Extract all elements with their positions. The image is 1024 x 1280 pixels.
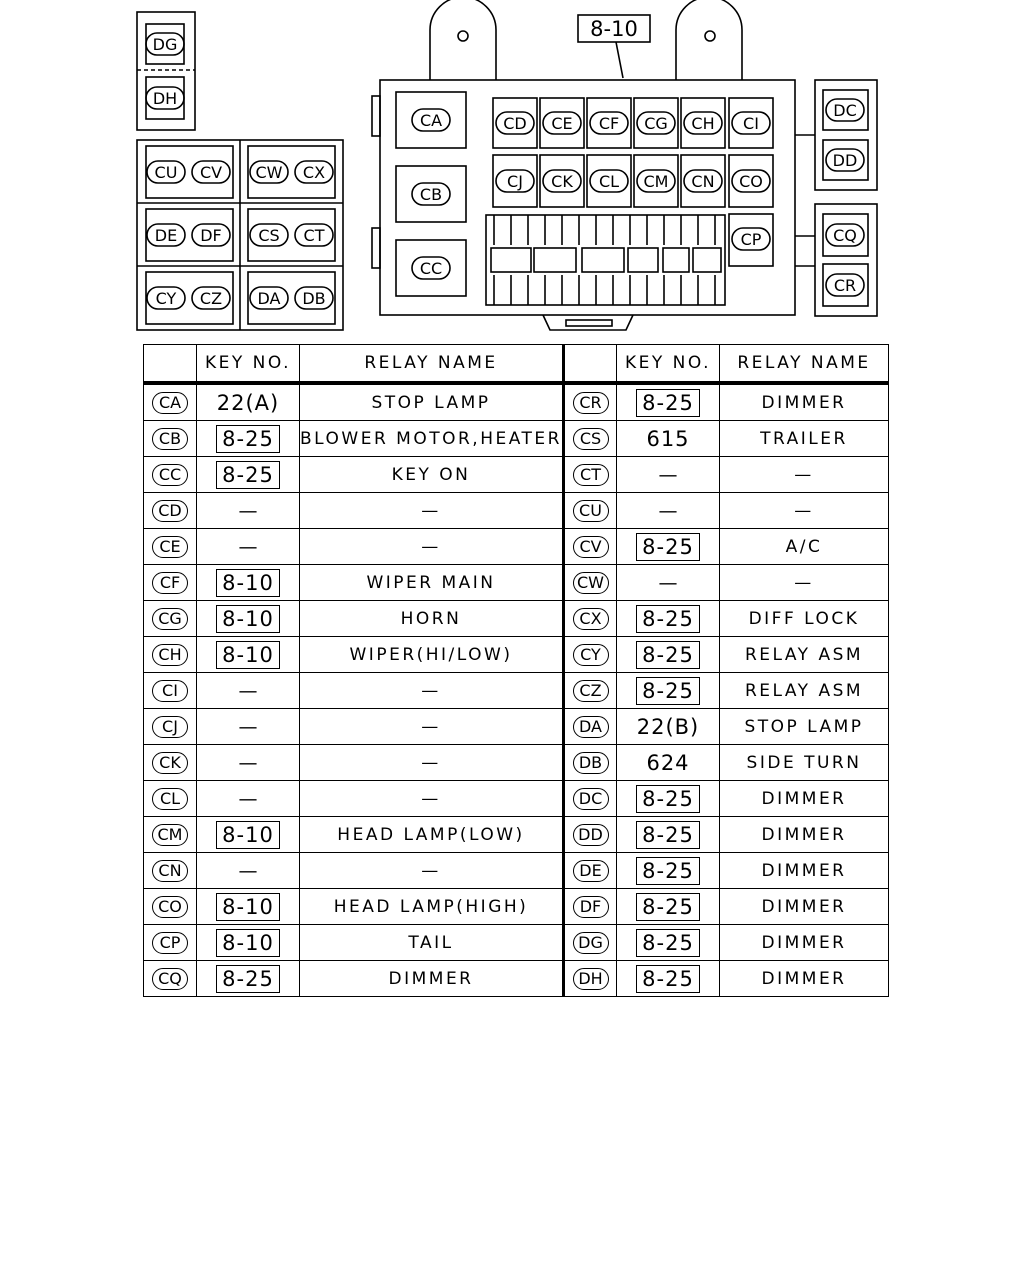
key-no-boxed: 8-25 — [216, 965, 280, 993]
callout-label: 8-10 — [590, 17, 638, 41]
relay-id-cell — [564, 961, 617, 997]
relay-cs-label: CS — [258, 226, 280, 245]
relay-cm-label: CM — [643, 172, 669, 191]
relay-id-cell — [144, 421, 197, 457]
relay-id-tag: CR — [573, 392, 609, 414]
table-body — [144, 383, 889, 997]
relay-ce-label: CE — [551, 114, 573, 133]
relay-id-tag: CU — [573, 500, 609, 522]
relay-id-tag: CG — [152, 608, 188, 630]
relay-id-cell — [564, 601, 617, 637]
key-no-cell — [197, 709, 300, 745]
relay-id-cell — [144, 457, 197, 493]
key-no-boxed: 8-25 — [636, 965, 700, 993]
relay-cf-label: CF — [598, 114, 620, 133]
relay-id-tag: CM — [152, 824, 188, 846]
relay-id-cell — [144, 853, 197, 889]
bottom-latch — [543, 315, 633, 330]
key-no-boxed: 8-25 — [636, 785, 700, 813]
relay-id-tag: CK — [152, 752, 188, 774]
key-no-cell — [197, 529, 300, 565]
relay-id-cell — [144, 637, 197, 673]
key-no-text: 22(B) — [636, 714, 700, 739]
fuse-cartridge-3 — [628, 248, 658, 272]
table-row — [144, 925, 889, 961]
key-no-text: — — [238, 499, 258, 522]
relay-dh-label: DH — [152, 89, 178, 108]
table-row — [144, 961, 889, 997]
relay-id-cell — [564, 853, 617, 889]
relay-id-tag: CQ — [152, 968, 188, 990]
relay-id-cell — [564, 673, 617, 709]
relay-cr-label: CR — [833, 276, 857, 295]
relay-name-cell: KEY ON — [300, 457, 564, 493]
relay-id-cell — [144, 817, 197, 853]
relay-id-tag: CC — [152, 464, 188, 486]
key-no-boxed: 8-25 — [636, 641, 700, 669]
relay-name-cell: HEAD LAMP(LOW) — [300, 817, 564, 853]
main-block-tab-2 — [372, 228, 380, 268]
table-row — [144, 889, 889, 925]
relay-ct-label: CT — [303, 226, 325, 245]
key-no-cell — [617, 889, 720, 925]
header-key-no-right: KEY NO. — [617, 345, 720, 384]
relay-id-cell — [564, 529, 617, 565]
relay-id-tag: CF — [152, 572, 188, 594]
relay-id-tag: CT — [573, 464, 609, 486]
relay-cc-label: CC — [419, 259, 443, 278]
fuse-cartridge-0 — [491, 248, 531, 272]
key-no-cell — [197, 421, 300, 457]
fuse-cartridge-5 — [693, 248, 721, 272]
relay-name-cell: HORN — [300, 601, 564, 637]
relay-cb-label: CB — [419, 185, 443, 204]
relay-name-cell: A/C — [720, 529, 889, 565]
key-no-cell — [197, 781, 300, 817]
key-no-boxed: 8-25 — [636, 677, 700, 705]
relay-cu-label: CU — [154, 163, 178, 182]
fuse-cartridge-2 — [582, 248, 624, 272]
relay-dg-label: DG — [152, 35, 178, 54]
key-no-cell — [617, 493, 720, 529]
relay-id-tag: DE — [573, 860, 609, 882]
table-row — [144, 493, 889, 529]
key-no-text: — — [238, 535, 258, 558]
relay-id-tag: CJ — [152, 716, 188, 738]
mount-ear-right — [676, 0, 742, 80]
key-no-cell — [197, 745, 300, 781]
key-no-text: — — [658, 463, 678, 486]
relay-id-cell — [564, 383, 617, 421]
relay-id-cell — [144, 925, 197, 961]
relay-id-cell — [144, 961, 197, 997]
relay-name-cell: DIMMER — [720, 925, 889, 961]
key-no-cell — [617, 421, 720, 457]
relay-name-cell: — — [720, 457, 889, 493]
key-no-boxed: 8-25 — [636, 929, 700, 957]
relay-id-cell — [144, 529, 197, 565]
key-no-text: 624 — [646, 750, 690, 775]
relay-id-tag: CI — [152, 680, 188, 702]
relay-cd-label: CD — [503, 114, 527, 133]
relay-dc-label: DC — [833, 101, 857, 120]
relay-id-cell — [144, 601, 197, 637]
relay-ci-label: CI — [743, 114, 759, 133]
key-no-boxed: 8-10 — [216, 569, 280, 597]
relay-cp-label: CP — [740, 230, 762, 249]
mount-ear-left — [430, 0, 496, 80]
relay-cx-label: CX — [302, 163, 326, 182]
relay-name-cell: — — [300, 781, 564, 817]
table-row — [144, 421, 889, 457]
relay-id-tag: DC — [573, 788, 609, 810]
relay-name-cell: DIMMER — [720, 853, 889, 889]
table-row — [144, 853, 889, 889]
relay-cy-label: CY — [155, 289, 177, 308]
key-no-text: 22(A) — [216, 390, 280, 415]
relay-name-cell: SIDE TURN — [720, 745, 889, 781]
relay-name-cell: DIMMER — [720, 961, 889, 997]
relay-id-tag: CO — [152, 896, 188, 918]
relay-id-tag: CD — [152, 500, 188, 522]
key-no-boxed: 8-10 — [216, 821, 280, 849]
key-no-cell — [197, 457, 300, 493]
relay-name-cell: TAIL — [300, 925, 564, 961]
relay-id-tag: CW — [573, 572, 609, 594]
relay-id-tag: DA — [573, 716, 609, 738]
relay-id-tag: CY — [573, 644, 609, 666]
relay-co-label: CO — [739, 172, 763, 191]
relay-id-tag: CB — [152, 428, 188, 450]
relay-name-cell: DIMMER — [720, 889, 889, 925]
relay-name-cell: — — [300, 529, 564, 565]
fuse-cartridge-1 — [534, 248, 576, 272]
key-no-text: — — [238, 751, 258, 774]
relay-id-cell — [144, 781, 197, 817]
relay-id-cell — [564, 637, 617, 673]
relay-cg-label: CG — [644, 114, 668, 133]
key-no-cell — [617, 925, 720, 961]
relay-name-cell: BLOWER MOTOR,HEATER — [300, 421, 564, 457]
relay-id-cell — [144, 565, 197, 601]
relay-layout-diagram — [0, 0, 1024, 340]
relay-id-tag: CA — [152, 392, 188, 414]
key-no-cell — [197, 565, 300, 601]
relay-id-cell — [564, 781, 617, 817]
relay-de-label: DE — [154, 226, 178, 245]
key-no-cell — [617, 637, 720, 673]
relay-id-cell — [144, 383, 197, 421]
relay-cw-label: CW — [255, 163, 283, 182]
key-no-boxed: 8-25 — [636, 857, 700, 885]
relay-ch-label: CH — [691, 114, 715, 133]
table-row — [144, 601, 889, 637]
relay-name-cell: DIMMER — [720, 817, 889, 853]
key-no-cell — [617, 709, 720, 745]
relay-name-cell: DIMMER — [720, 383, 889, 421]
relay-name-cell: DIMMER — [720, 781, 889, 817]
key-no-text: — — [238, 859, 258, 882]
key-no-cell — [197, 889, 300, 925]
relay-id-tag: CV — [573, 536, 609, 558]
key-no-cell — [617, 781, 720, 817]
relay-name-cell: DIFF LOCK — [720, 601, 889, 637]
relay-name-cell: RELAY ASM — [720, 673, 889, 709]
key-no-cell — [617, 383, 720, 421]
table-row — [144, 817, 889, 853]
main-block-tab-1 — [372, 96, 380, 136]
key-no-cell — [617, 457, 720, 493]
relay-id-cell — [564, 889, 617, 925]
relay-id-tag: CN — [152, 860, 188, 882]
relay-name-cell: — — [300, 745, 564, 781]
key-no-cell — [197, 637, 300, 673]
key-no-cell — [197, 383, 300, 421]
table-row — [144, 709, 889, 745]
relay-cv-label: CV — [199, 163, 223, 182]
relay-cl-label: CL — [598, 172, 620, 191]
relay-id-cell — [144, 493, 197, 529]
relay-name-cell: WIPER MAIN — [300, 565, 564, 601]
table-row — [144, 637, 889, 673]
relay-id-cell — [564, 745, 617, 781]
relay-id-tag: DD — [573, 824, 609, 846]
relay-name-cell: RELAY ASM — [720, 637, 889, 673]
relay-name-cell: — — [300, 493, 564, 529]
key-no-text: — — [238, 679, 258, 702]
key-no-cell — [197, 853, 300, 889]
relay-id-cell — [144, 889, 197, 925]
header-id-right — [564, 345, 617, 384]
relay-name-cell: — — [300, 709, 564, 745]
key-no-boxed: 8-10 — [216, 893, 280, 921]
relay-id-cell — [144, 673, 197, 709]
key-no-text: — — [658, 499, 678, 522]
key-no-boxed: 8-10 — [216, 605, 280, 633]
relay-name-cell: STOP LAMP — [720, 709, 889, 745]
relay-name-cell: — — [720, 565, 889, 601]
key-no-cell — [617, 673, 720, 709]
relay-cq-label: CQ — [833, 226, 857, 245]
relay-id-tag: CE — [152, 536, 188, 558]
relay-id-cell — [564, 457, 617, 493]
key-no-boxed: 8-25 — [636, 893, 700, 921]
key-no-boxed: 8-25 — [636, 821, 700, 849]
relay-id-cell — [564, 493, 617, 529]
relay-cn-label: CN — [691, 172, 715, 191]
table-row — [144, 745, 889, 781]
key-no-cell — [197, 673, 300, 709]
relay-id-cell — [564, 817, 617, 853]
key-no-boxed: 8-25 — [636, 389, 700, 417]
header-relay-name-right: RELAY NAME — [720, 345, 889, 384]
relay-id-tag: CP — [152, 932, 188, 954]
table-row — [144, 781, 889, 817]
header-relay-name-left: RELAY NAME — [300, 345, 564, 384]
key-no-text: 615 — [646, 426, 690, 451]
relay-id-tag: CL — [152, 788, 188, 810]
key-no-boxed: 8-25 — [636, 605, 700, 633]
relay-id-tag: CH — [152, 644, 188, 666]
relay-id-tag: CS — [573, 428, 609, 450]
relay-id-cell — [564, 925, 617, 961]
table-row — [144, 673, 889, 709]
table-row — [144, 565, 889, 601]
header-key-no-left: KEY NO. — [197, 345, 300, 384]
relay-name-cell: — — [720, 493, 889, 529]
key-no-text: — — [238, 787, 258, 810]
key-no-cell — [197, 961, 300, 997]
callout-leader — [616, 42, 623, 78]
relay-ca-label: CA — [419, 111, 443, 130]
relay-name-cell: WIPER(HI/LOW) — [300, 637, 564, 673]
key-no-boxed: 8-25 — [216, 425, 280, 453]
table-row — [144, 529, 889, 565]
key-no-cell — [617, 817, 720, 853]
relay-cj-label: CJ — [507, 172, 523, 191]
relay-name-cell: TRAILER — [720, 421, 889, 457]
key-no-boxed: 8-10 — [216, 929, 280, 957]
relay-name-cell: HEAD LAMP(HIGH) — [300, 889, 564, 925]
key-no-boxed: 8-10 — [216, 641, 280, 669]
relay-name-cell: STOP LAMP — [300, 383, 564, 421]
key-no-cell — [617, 961, 720, 997]
relay-id-tag: DB — [573, 752, 609, 774]
key-no-text: — — [238, 715, 258, 738]
key-no-boxed: 8-25 — [216, 461, 280, 489]
key-no-cell — [617, 529, 720, 565]
relay-id-tag: DH — [573, 968, 609, 990]
relay-cz-label: CZ — [199, 289, 223, 308]
relay-df-label: DF — [200, 226, 222, 245]
relay-id-cell — [564, 421, 617, 457]
table-row — [144, 383, 889, 421]
table-header-row — [144, 345, 889, 384]
header-id-left — [144, 345, 197, 384]
fuse-cartridge-4 — [663, 248, 689, 272]
relay-dd-label: DD — [832, 151, 858, 170]
key-no-cell — [197, 601, 300, 637]
mount-hole-right — [705, 31, 715, 41]
key-no-boxed: 8-25 — [636, 533, 700, 561]
relay-name-cell: DIMMER — [300, 961, 564, 997]
relay-id-cell — [564, 565, 617, 601]
table-row — [144, 457, 889, 493]
relay-id-tag: DF — [573, 896, 609, 918]
relay-id-tag: CX — [573, 608, 609, 630]
bottom-latch-slot — [566, 320, 612, 326]
relay-table — [143, 344, 889, 997]
relay-id-cell — [144, 709, 197, 745]
relay-id-cell — [564, 709, 617, 745]
relay-id-tag: CZ — [573, 680, 609, 702]
relay-db-label: DB — [302, 289, 326, 308]
key-no-cell — [197, 493, 300, 529]
key-no-cell — [197, 817, 300, 853]
relay-da-label: DA — [257, 289, 281, 308]
relay-id-tag: DG — [573, 932, 609, 954]
relay-ck-label: CK — [551, 172, 573, 191]
key-no-cell — [617, 745, 720, 781]
key-no-cell — [617, 601, 720, 637]
key-no-text: — — [658, 571, 678, 594]
key-no-cell — [617, 565, 720, 601]
mount-hole-left — [458, 31, 468, 41]
relay-name-cell: — — [300, 673, 564, 709]
key-no-cell — [617, 853, 720, 889]
relay-id-cell — [144, 745, 197, 781]
key-no-cell — [197, 925, 300, 961]
relay-name-cell: — — [300, 853, 564, 889]
